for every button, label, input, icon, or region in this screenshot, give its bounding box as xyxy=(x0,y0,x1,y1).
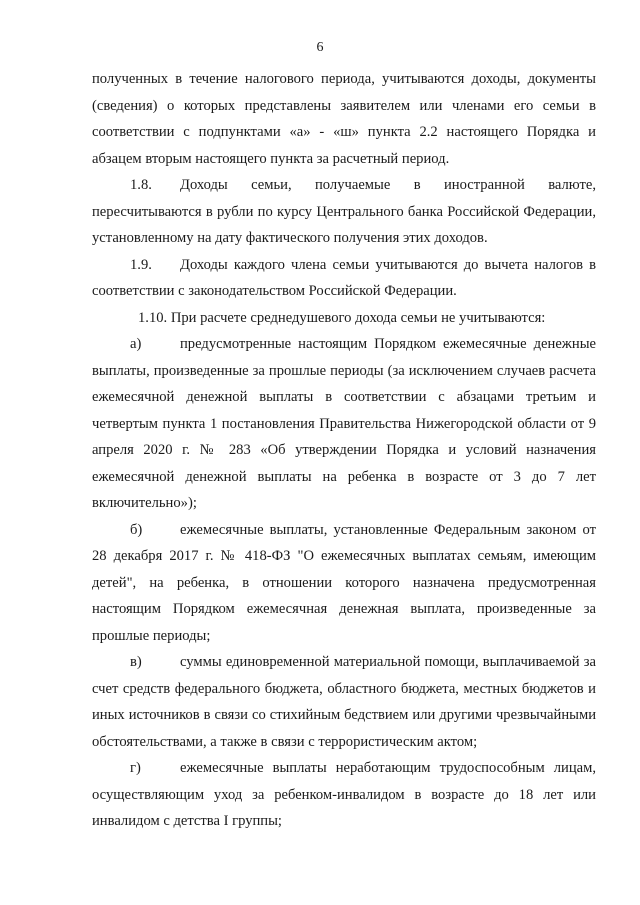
list-marker: а) xyxy=(130,336,142,352)
document-body xyxy=(92,66,596,835)
list-item-text: предусмотренные настоящим Порядком ежемесячные денежные выплаты, произведенные за прошлые периоды (за исключением случаев расчета ежемесячной денежной выплаты в соответствии с абзацами третьим и четвертым пункта 1 постановления Правительства Нижегородской области от 9 апреля 2020 г. № 283 «Об утверждении Порядка и условий назначения ежемесячной денежной выплаты на ребенка в возрасте от 3 до 7 лет включительно»); xyxy=(92,336,596,511)
list-item-g xyxy=(92,755,596,835)
list-item-a xyxy=(92,331,596,517)
paragraph-1-9 xyxy=(92,252,596,305)
paragraph-continuation: полученных в течение налогового периода, учитываются доходы, документы (сведения) о которых представлены заявителем или членами его семьи в соответствии с подпунктами «а» - «ш» пункта 2.2 настоящего Порядка и абзацем вторым настоящего пункта за расчетный период. xyxy=(92,71,596,167)
paragraph-number: 1.8. xyxy=(130,177,152,193)
list-marker: б) xyxy=(130,521,143,538)
list-marker: в) xyxy=(130,654,142,670)
list-item-text: ежемесячные выплаты неработающим трудоспособным лицам, осуществляющим уход за ребенком-инвалидом в возрасте до 18 лет или инвалидом с детства I группы; xyxy=(92,760,596,829)
list-item-text: ежемесячные выплаты, установленные Федеральным законом от 28 декабря 2017 г. № 418-ФЗ "О ежемесячных выплатах семьям, имеющим детей", на ребенка, в отношении которого назначена предусмотренная настоящим Порядком ежемесячная денежная выплата, произведенные за прошлые периоды; xyxy=(92,521,596,644)
page-number: 6 xyxy=(316,40,324,55)
paragraph-text: Доходы семьи, получаемые в иностранной валюте, пересчитываются в рубли по курсу Центрального банка Российской Федерации, установленному на дату фактического получения этих доходов. xyxy=(92,177,596,246)
paragraph-text: Доходы каждого члена семьи учитываются до вычета налогов в соответствии с законодательством Российской Федерации. xyxy=(92,256,596,299)
paragraph-number: 1.10. xyxy=(138,309,168,326)
paragraph-1-10 xyxy=(92,305,596,332)
paragraph-1-8 xyxy=(92,172,596,252)
paragraph-text: При расчете среднедушевого дохода семьи не учитываются: xyxy=(170,309,546,326)
list-marker: г) xyxy=(130,760,141,776)
list-item-v xyxy=(92,649,596,755)
list-item-b xyxy=(92,517,596,650)
paragraph-number: 1.9. xyxy=(130,256,152,273)
list-item-text: суммы единовременной материальной помощи, выплачиваемой за счет средств федерального бюджета, областного бюджета, местных бюджетов и иных источников в связи со стихийным бедствием или другими чрезвычайными обстоятельствами, а также в связи с террористическим актом; xyxy=(92,654,596,750)
